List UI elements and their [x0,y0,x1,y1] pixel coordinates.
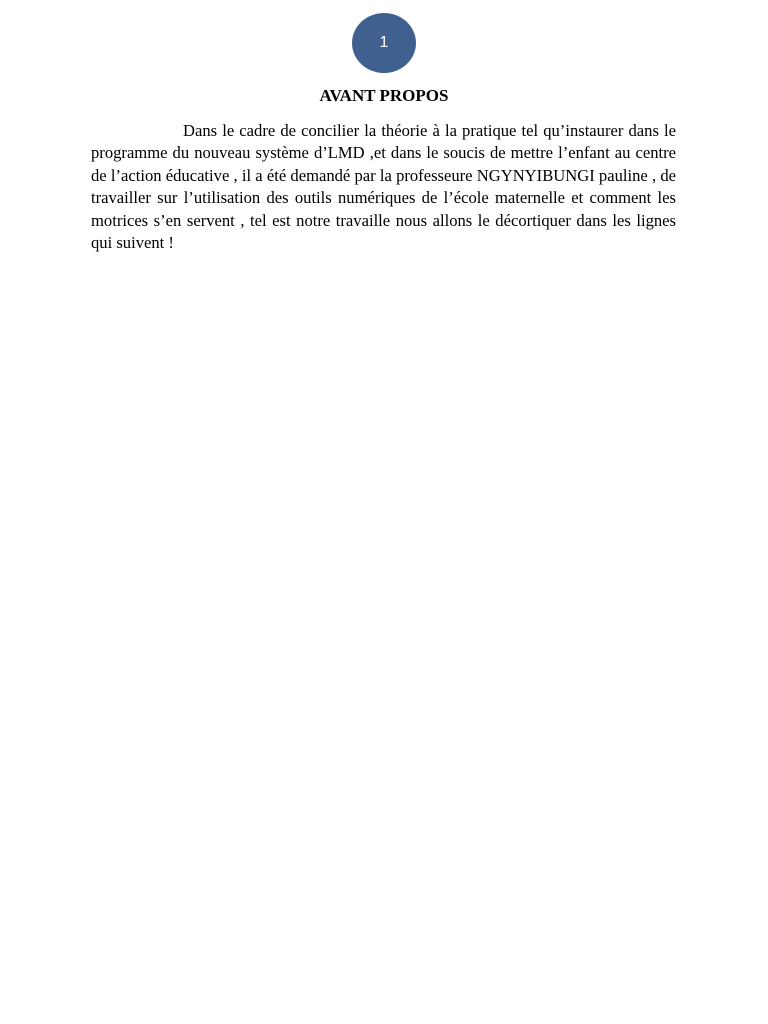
page-number: 1 [379,34,389,51]
page-title: AVANT PROPOS [319,86,449,105]
body-paragraph: Dans le cadre de concilier la théorie à la pratique tel qu’instaurer dans le programme du nouveau système d’LMD ,et dans le soucis de mettre l’enfant au centre de l’action éducative , il a été demandé par la professeure NGYNYIBUNGI pauline , de travailler sur l’utilisation des outils numériques de l’école maternelle et comment les motrices s’en servent , tel est notre travaille nous allons le décortiquer dans les lignes qui suivent ! [91,121,676,253]
page-number-badge [352,13,416,73]
